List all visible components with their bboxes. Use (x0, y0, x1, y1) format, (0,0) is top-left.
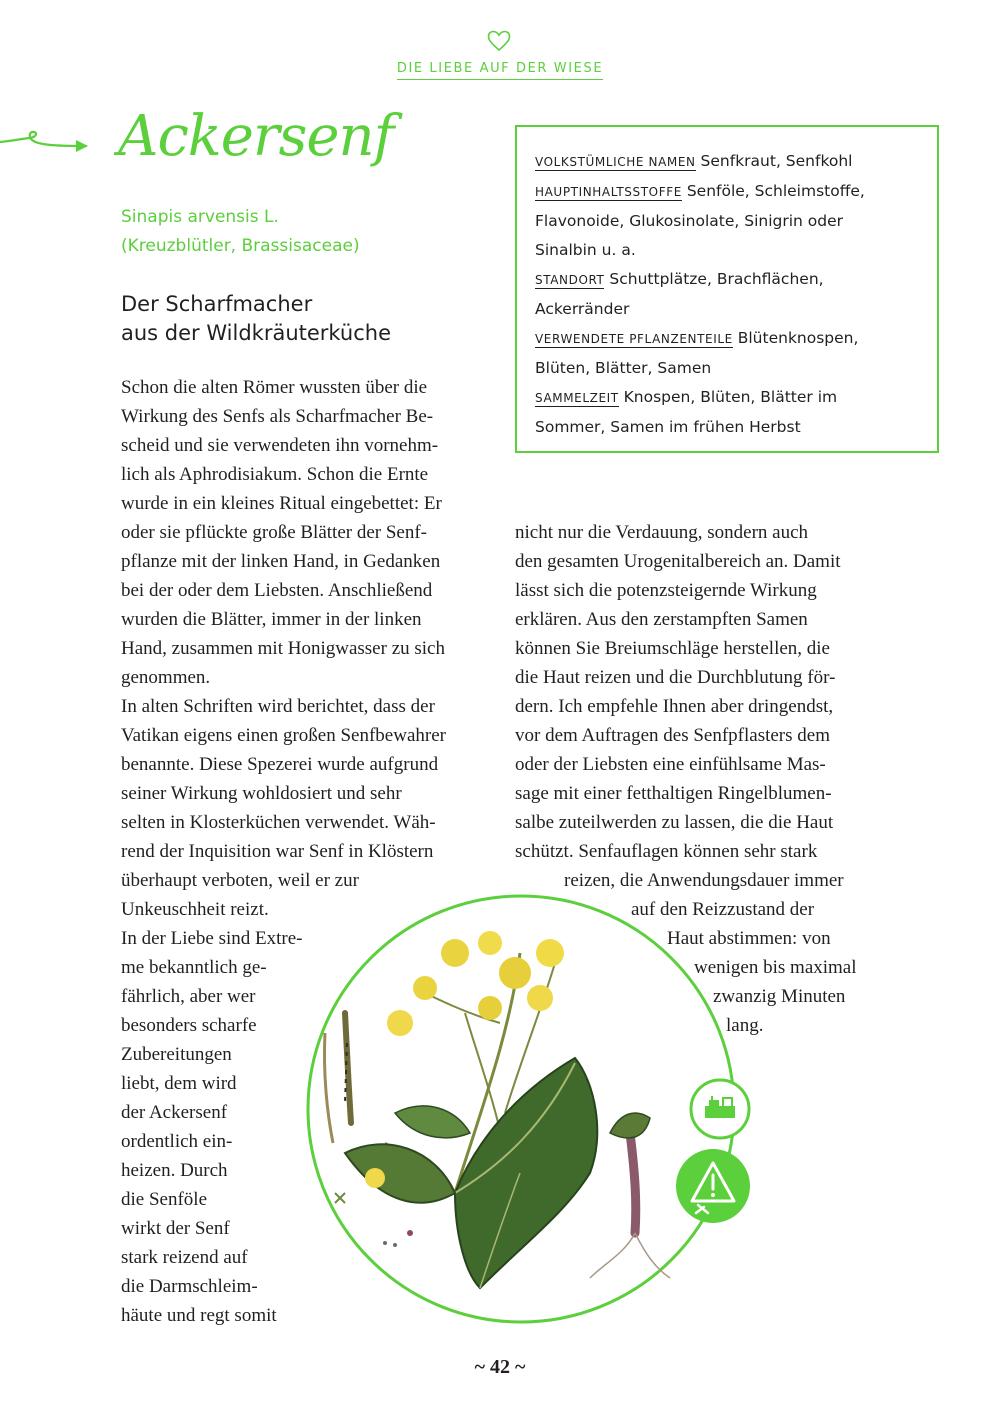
fact-line: VERWENDETE PFLANZENTEILE Blütenknospen, (535, 329, 859, 347)
text-line: stark reizend auf (121, 1247, 248, 1268)
fact-label: VERWENDETE PFLANZENTEILE (535, 332, 733, 346)
text-line: die Darmschleim- (121, 1276, 258, 1297)
fact-box (515, 125, 939, 453)
fact-line: Blüten, Blätter, Samen (535, 359, 712, 377)
text-line: rend der Inquisition war Senf in Klöstern (121, 841, 434, 862)
text-line: die Haut reizen und die Durchblutung för- (515, 667, 836, 688)
text-line: lich als Aphrodisiakum. Schon die Ernte (121, 464, 429, 485)
text-line: ordentlich ein- (121, 1131, 233, 1152)
text-line: In der Liebe sind Extre- (121, 928, 303, 949)
text-line: heizen. Durch (121, 1160, 228, 1181)
text-line: sage mit einer fetthaltigen Ringelblumen- (515, 783, 832, 804)
text-line: oder der Liebsten eine einfühlsame Mas- (515, 754, 826, 775)
text-line: bei der oder dem Liebsten. Anschließend (121, 580, 433, 601)
text-line: fährlich, aber wer (121, 986, 256, 1007)
text-line: lang. (726, 1015, 764, 1036)
text-line: wirkt der Senf (121, 1218, 230, 1239)
text-line: oder sie pflückte große Blätter der Senf- (121, 522, 427, 543)
text-line: Vatikan eigens einen großen Senfbewahrer (121, 725, 446, 746)
fact-line: VOLKSTÜMLICHE NAMEN Senfkraut, Senfkohl (535, 152, 853, 170)
text-line: nicht nur die Verdauung, sondern auch (515, 522, 809, 543)
text-line: lässt sich die potenzsteigernde Wirkung (515, 580, 817, 601)
fact-label: SAMMELZEIT (535, 391, 619, 405)
text-line: benannte. Diese Spezerei wurde aufgrund (121, 754, 439, 775)
text-line: selten in Klosterküchen verwendet. Wäh- (121, 812, 436, 833)
fact-line: Sinalbin u. a. (535, 241, 636, 259)
warning-icon (674, 1147, 752, 1225)
text-line: Zubereitungen (121, 1044, 232, 1065)
fact-line: SAMMELZEIT Knospen, Blüten, Blätter im (535, 388, 838, 406)
fact-line: Sommer, Samen im frühen Herbst (535, 418, 801, 436)
text-line: seiner Wirkung wohldosiert und sehr (121, 783, 402, 804)
text-line: zwanzig Minuten (713, 986, 846, 1007)
text-line: liebt, dem wird (121, 1073, 237, 1094)
latin-name: Sinapis arvensis L. (Kreuzblütler, Brassisaceae) (121, 207, 360, 256)
text-line: pflanze mit der linken Hand, in Gedanken (121, 551, 441, 572)
kitchen-icon (689, 1078, 751, 1140)
text-line: wurden die Blätter, immer in der linken (121, 609, 422, 630)
arrow-icon (0, 126, 110, 162)
text-line: der Ackersenf (121, 1102, 228, 1123)
text-line: dern. Ich empfehle Ihnen aber dringendst, (515, 696, 834, 717)
page-title: Ackersenf (118, 104, 394, 169)
text-line: In alten Schriften wird berichtet, dass der (121, 696, 435, 717)
text-line: auf den Reizzustand der (631, 899, 815, 920)
text-line: schützt. Senfauflagen können sehr stark (515, 841, 818, 862)
fact-line: HAUPTINHALTSSTOFFE Senföle, Schleimstoffe, (535, 182, 865, 200)
text-line: den gesamten Urogenitalbereich an. Damit (515, 551, 841, 572)
text-line: Hand, zusammen mit Honigwasser zu sich (121, 638, 445, 659)
text-line: besonders scharfe (121, 1015, 257, 1036)
fact-label: HAUPTINHALTSSTOFFE (535, 185, 682, 199)
text-line: können Sie Breiumschläge herstellen, die (515, 638, 830, 659)
text-line: vor dem Auftragen des Senfpflasters dem (515, 725, 830, 746)
text-line: wurde in ein kleines Ritual eingebettet: Er (121, 493, 442, 514)
text-line: wenigen bis maximal (694, 957, 857, 978)
text-line: Haut abstimmen: von (667, 928, 831, 949)
subheading: Der Scharfmacher aus der Wildkräuterküche (121, 292, 392, 345)
fact-line: Ackerränder (535, 300, 630, 318)
text-line: scheid und sie verwendeten ihn vornehm- (121, 435, 439, 456)
text-line: reizen, die Anwendungsdauer immer (564, 870, 844, 891)
page-number: ~ 42 ~ (474, 1356, 526, 1378)
text-line: salbe zuteilwerden zu lassen, die die Haut (515, 812, 834, 833)
fact-line: Flavonoide, Glukosinolate, Sinigrin oder (535, 212, 844, 230)
running-head: DIE LIEBE AUF DER WIESE (0, 61, 1000, 76)
fact-label: VOLKSTÜMLICHE NAMEN (535, 155, 696, 169)
fact-line: STANDORT Schuttplätze, Brachflächen, (535, 270, 824, 288)
text-line: Schon die alten Römer wussten über die (121, 377, 428, 398)
fact-label: STANDORT (535, 273, 605, 287)
mustard-plant-illustration (305, 893, 737, 1325)
text-line: die Senföle (121, 1189, 208, 1210)
text-line: me bekanntlich ge- (121, 957, 267, 978)
text-line: überhaupt verboten, weil er zur (121, 870, 359, 891)
text-line: Wirkung des Senfs als Scharfmacher Be- (121, 406, 434, 427)
text-line: Unkeuschheit reizt. (121, 899, 269, 920)
text-line: erklären. Aus den zerstampften Samen (515, 609, 808, 630)
text-line: genommen. (121, 667, 211, 688)
text-line: häute und regt somit (121, 1305, 277, 1326)
heart-icon (487, 30, 511, 52)
